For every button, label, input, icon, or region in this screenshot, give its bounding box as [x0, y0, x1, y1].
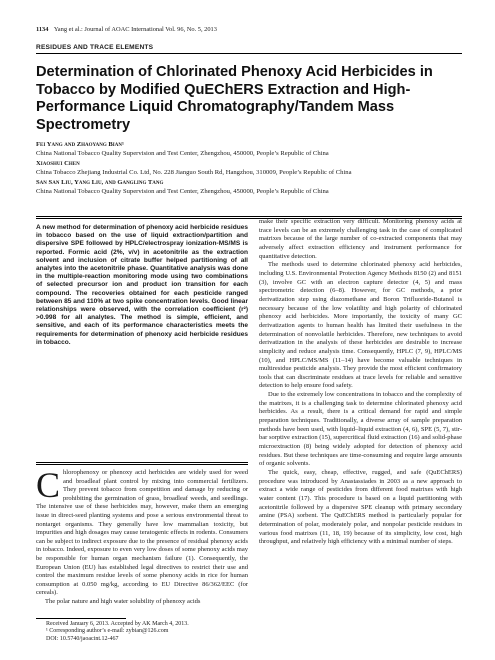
paragraph: make their specific extraction very difficult. Monitoring phenoxy acids at trace levels can be an extremely challenging task in the case of complicated matrixes because of the large number of co-extracted components that may adversely affect extraction efficiency and instrument performance for quantitative detection.	[259, 218, 462, 260]
author-names: San San Liu, Yang Liu, and Gangling Tang	[36, 178, 164, 186]
section-rule	[36, 53, 462, 54]
author-block	[36, 140, 462, 196]
header-rule	[36, 216, 462, 217]
running-head-text: Yang et al.: Journal of AOAC International Vol. 96, No. 5, 2013	[53, 26, 217, 33]
paragraph: The methods used to determine chlorinated phenoxy acid herbicides, including U.S. Environmental Protection Agency Methods 8150 (2) and 8151 (3), involve GC with an electron capture detector (4, 5) and mass spectrometric detection (6–8). However, for GC methods, a prior derivatization step using diazomethane and Boron Trifluoride-Butanol is necessary because of the low volatility and high polarity of chlorinated phenoxy acid herbicides. More importantly, the toxicity of many GC derivatization agents to human health has limited their usefulness in the determination of nonvolatile herbicides. Therefore, new techniques to avoid derivatization in the analysis of these herbicides are desirable to increase simplicity and reduce analysis time. Consequently, HPLC (7, 9), HPLC/MS (10), and HPLC/MS/MS (11–14) have become valuable techniques in multiresidue pesticide analysis. They provide the most efficient confirmatory tools that can discriminate residues at trace levels for reliable and sensitive detection to help ensure food safety.	[259, 261, 462, 390]
author-names: Fei Yang and Zhaoyang Bian¹	[36, 141, 124, 148]
footnote-rule	[36, 618, 126, 619]
paragraph-text: hlorophenoxy or phenoxy acid herbicides are widely used for weed and broadleaf plant control by mixing into commercial fertilizers. They prevent tobacco from competition and damage by reducing or prohibiting the germination of grass, broadleaf weeds, and seedlings. The intensive use of these herbicides may, however, make them an emerging issue in direct-seed planting systems and pose a serious environmental threat to nontarget organisms. They generally have low mammalian toxicity, but impurities and high dosages may cause teratogenic effects in rodents. Consumers can be subject to indirect exposure due to the presence of residual phenoxy acids in tobacco. Indeed, exposure to even very low doses of some phenoxy acids may be responsible for human organ mechanism failure (1). Consequently, the European Union (EU) has established legal directives to restrict their use and control the maximum residue levels of some phenoxy acids in rice for human consumption at 0.050 mg/kg, according to EU Directive 86/362/EEC (for cereals).	[36, 469, 248, 597]
received-note: Received January 6, 2013. Accepted by AK March 4, 2013.	[46, 621, 189, 627]
author-names: Xiaoshui Chen	[36, 159, 80, 167]
drop-cap: C	[36, 465, 61, 505]
paragraph: Due to the extremely low concentrations in tobacco and the complexity of the matrixes, it is a challenging task to determine chlorinated phenoxy acid herbicides. As a result, there is a critical demand for rapid and simple preparation techniques. Traditionally, a diverse array of sample preparation methods have been used, with liquid–liquid extraction (4, 6), SPE (5, 7), stir-bar sorptive extraction (15), supercritical fluid extraction (16) and solid-phase microextraction (8) being widely adopted for detection of phenoxy acid residues. But these techniques are time-consuming and require large amounts of organic solvents.	[259, 391, 462, 468]
footnotes	[36, 621, 248, 643]
paragraph	[36, 465, 248, 598]
corresponding-note: ¹ Corresponding author’s e-mail: zybian@126.com	[46, 628, 169, 635]
abstract-rule	[36, 464, 248, 465]
section-label: RESIDUES AND TRACE ELEMENTS	[36, 44, 154, 51]
doi-note: DOI: 10.5740/jaoacint.12-467	[46, 635, 119, 642]
paragraph: The quick, easy, cheap, effective, rugged, and safe (QuEChERS) procedure was introduced by Anastassiades in 2003 as a new approach to extract a wide range of pesticides from different food matrixes with high water content (17). This procedure is based on a liquid partitioning with acetonitrile followed by a dispersive SPE cleanup with primary secondary amine (PSA) sorbent. The QuEChERS method is particularly popular for determination of polar, moderately polar, and nonpolar pesticide residues in various food matrixes (11, 18, 19) because of its simplicity, low cost, high throughput, and relatively high efficiency with a minimal number of steps.	[259, 469, 462, 546]
author-affiliation: China National Tobacco Quality Supervision and Test Center, Zhengzhou, 450000, People’s Republic of China	[36, 150, 329, 158]
page-number: 1134	[36, 26, 49, 33]
abstract: A new method for determination of phenoxy acid herbicide residues in tobacco based on the use of liquid extraction/partition and dispersive SPE followed by HPLC/electrospray ionization-MS/MS is reported. Formic acid (2%, v/v) in acetonitrile as the extraction solvent and inclusion of citrate buffer helped partitioning of all analytes into the acetonitrile phase. Quantitative analysis was done in the multiple-reaction monitoring mode using two combinations of selected precursor ion and product ion transition for each compound. The recoveries obtained for each pesticide ranged between 85 and 110% at two spike concentration levels. Good linear relationships were observed, with the correlation coefficient (r²) >0.998 for all analytes. The method is simple, efficient, and sensitive, and each of its performance characteristics meets the requirements for determination of phenoxy acid herbicide residues in tobacco.	[36, 224, 248, 346]
right-column	[259, 218, 462, 547]
paragraph: The polar nature and high water solubility of phenoxy acids	[45, 597, 201, 605]
abstract-rule	[36, 462, 248, 463]
author-affiliation: China National Tobacco Quality Supervision and Test Center, Zhengzhou, 450000, People’s Republic of China	[36, 188, 329, 196]
introduction-left-column	[36, 465, 248, 607]
author-affiliation: China Tobacco Zhejiang Industrial Co. Ltd, No. 228 Jianguo South Rd, Hangzhou, 310009, People’s Republic of China	[36, 169, 352, 177]
running-head	[36, 26, 217, 33]
article-title: Determination of Chlorinated Phenoxy Acid Herbicides in Tobacco by Modified QuEChERS Extraction and High-Performance Liquid Chromatography/Tandem Mass Spectrometry	[36, 64, 433, 133]
